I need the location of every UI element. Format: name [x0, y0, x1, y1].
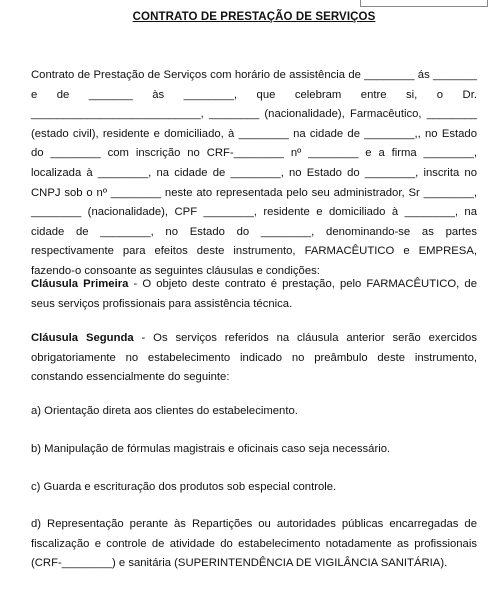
clause-first	[31, 275, 477, 314]
document-title: CONTRATO DE PRESTAÇÃO DE SERVIÇOS	[132, 11, 376, 23]
intro-paragraph: Contrato de Prestação de Serviços com horário de assistência de ________ ás _______ e de _______ às ________, que celebram entre si, o Dr. ___________________________, ________ (nacionalidade), Farmacêutico, ________ (estado civil), residente e domiciliado, à ________ na cidade de ________,, no Estado do ________ com inscrição no CRF-________ nº ________ e a firma ________, localizada à ________, na cidade de ________, no Estado do ________, inscrita no CNPJ sob o nº ________ neste ato representada pelo seu administrador, Sr ________, ________ (nacionalidade), CPF ________, residente e domiciliado à ________, na cidade de ________, no Estado do ________, denominando-se as partes respectivamente para efeitos deste instrumento, FARMACÊUTICO e EMPRESA, fazendo-o consoante as seguintes cláusulas e condições:	[31, 69, 477, 277]
item-c: c) Guarda e escrituração dos produtos sob especial controle.	[31, 481, 337, 493]
clause-second	[31, 329, 477, 388]
item-b: b) Manipulação de fórmulas magistrais e oficinais caso seja necessário.	[31, 443, 391, 455]
clause-first-text: - O objeto deste contrato é prestação, pelo FARMACÊUTICO, de seus serviços profissionais para assistência técnica.	[31, 278, 477, 310]
top-right-box	[360, 0, 488, 7]
clause-second-text: - Os serviços referidos na cláusula anterior serão exercidos obrigatoriamente no estabelecimento indicado no preâmbulo deste instrumento, constando essencialmente do seguinte:	[31, 332, 477, 384]
item-d: d) Representação perante às Repartições ou autoridades públicas encarregadas de fiscalização e controle de atividade do estabelecimento notadamente as profissionais (CRF-________) e sanitária (SUPERINTENDÊNCIA DE VIGILÂNCIA SANITÁRIA).	[31, 518, 477, 570]
clause-first-heading: Cláusula Primeira	[31, 278, 129, 290]
clause-second-heading: Cláusula Segunda	[31, 332, 134, 344]
item-a: a) Orientação direta aos clientes do estabelecimento.	[31, 405, 298, 417]
